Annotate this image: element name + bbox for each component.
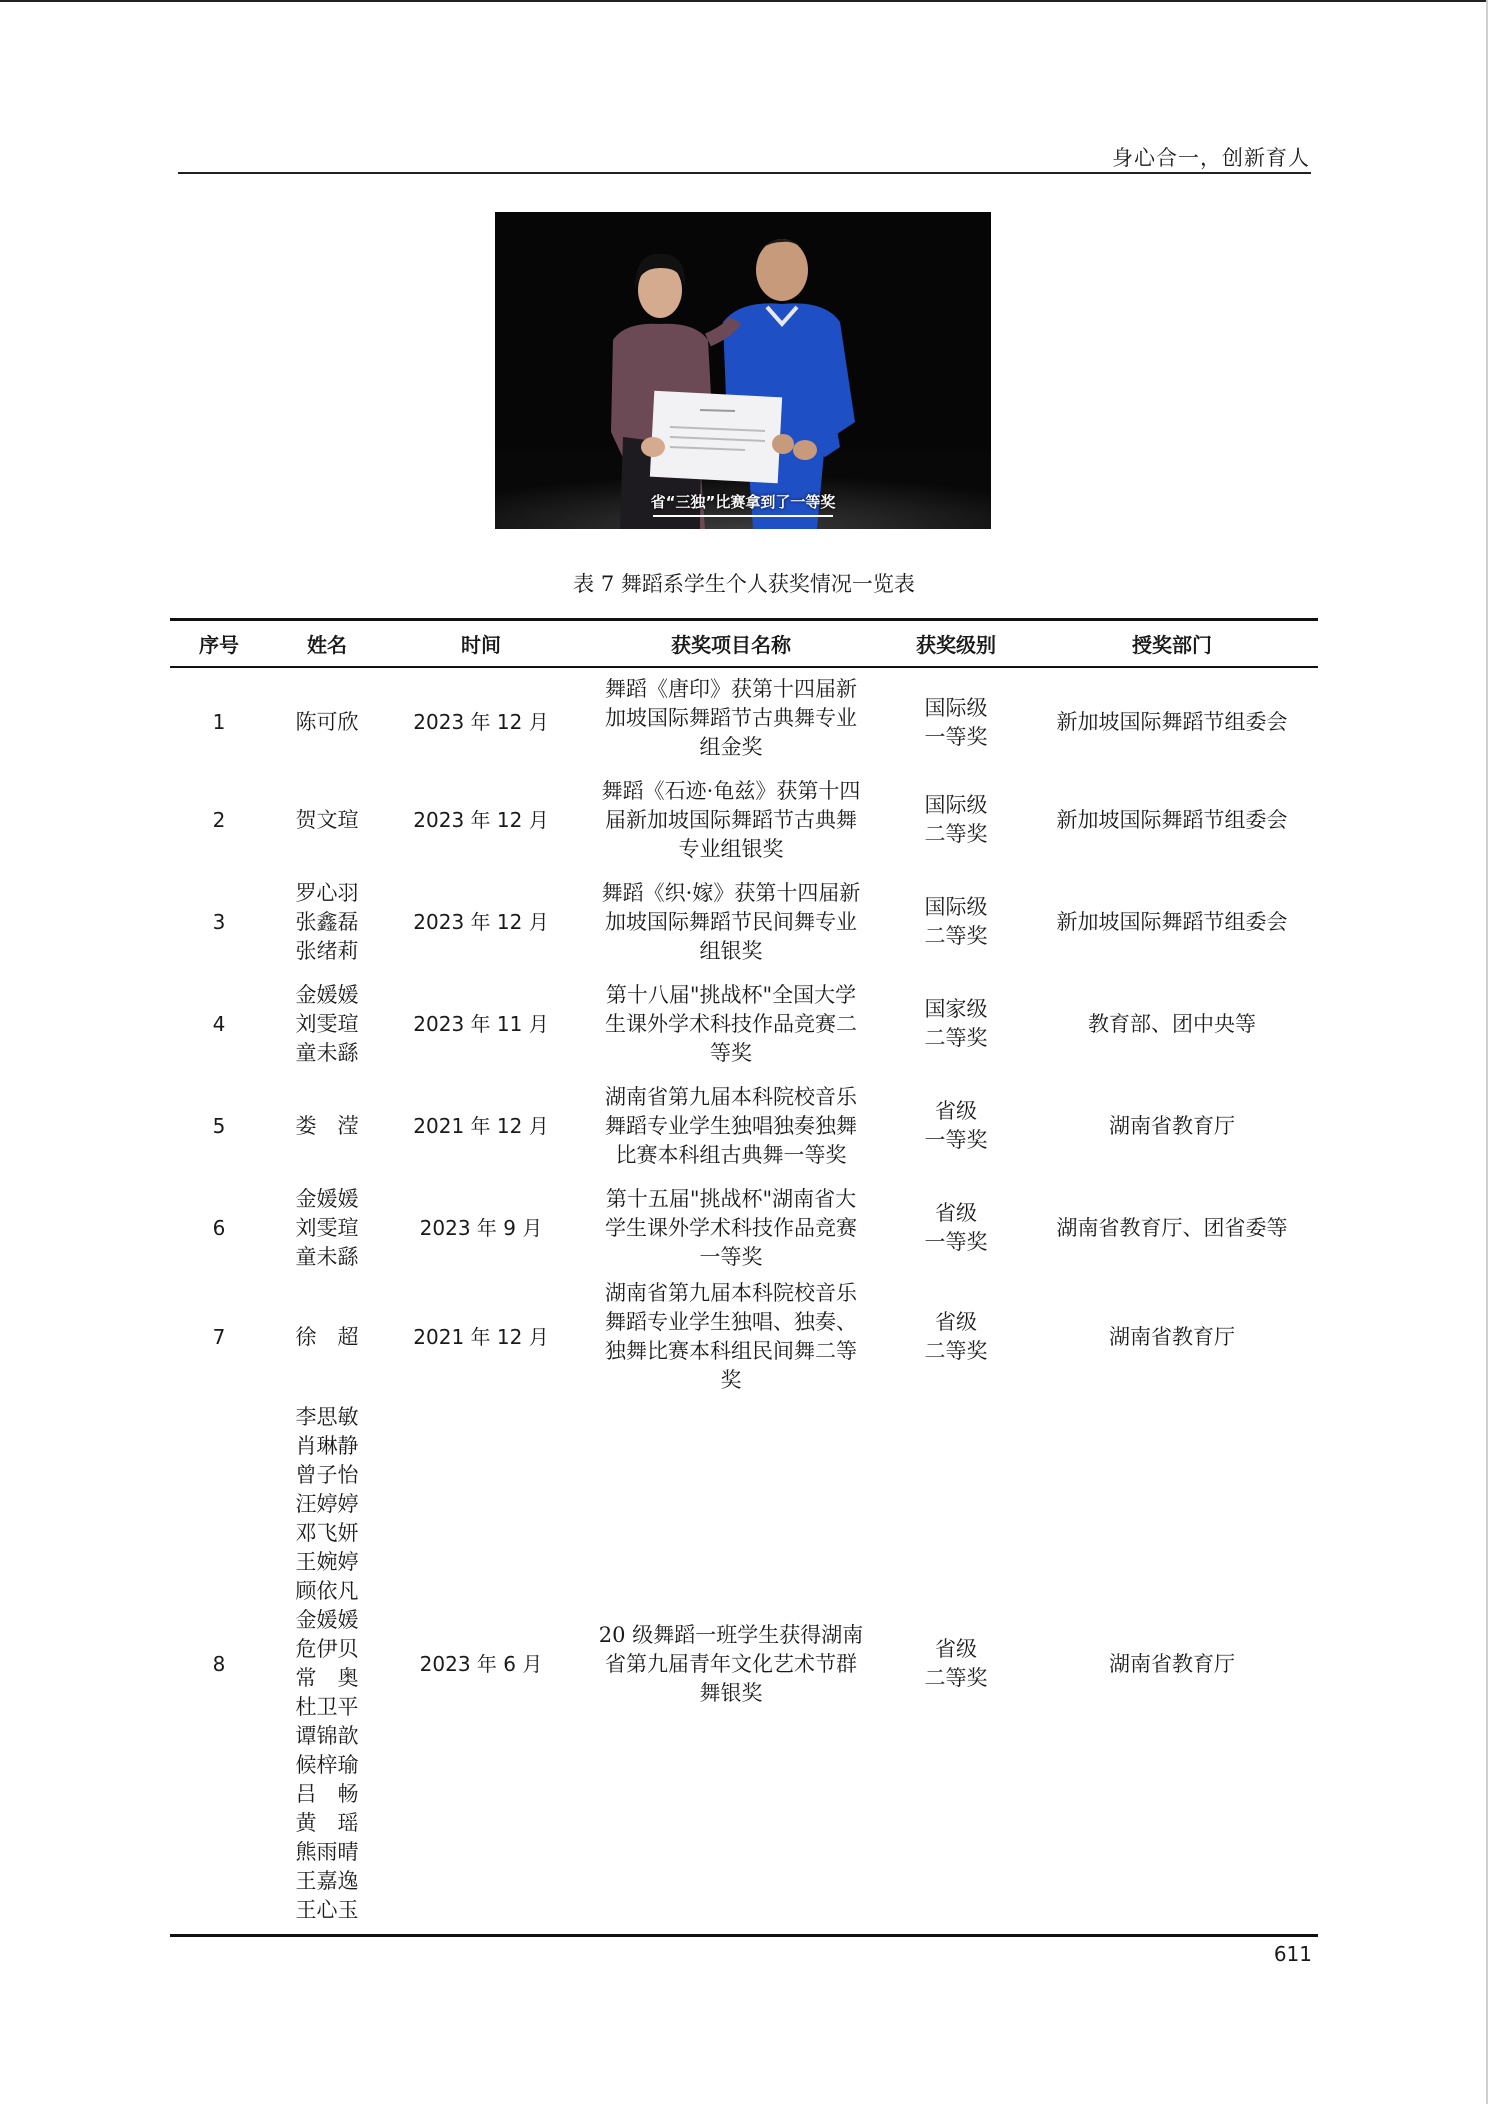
- cell-time: 2023 年 11 月: [413, 1011, 549, 1036]
- photo-overlay-text: 省“三独”比赛拿到了一等奖: [650, 493, 836, 511]
- cell-time: 2023 年 12 月: [413, 710, 549, 734]
- cell-names: [268, 1075, 386, 1177]
- student-name: 邓飞妍: [295, 1521, 359, 1546]
- cell-level: [886, 871, 1026, 973]
- table-header: [170, 620, 1318, 668]
- award-level: 国际级: [924, 895, 988, 919]
- column-header-level: 获奖级别: [886, 620, 1026, 668]
- cell-project: 20 级舞蹈一班学生获得湖南省第九届青年文化艺术节群舞银奖: [576, 1395, 886, 1935]
- student-name: 金媛媛: [295, 982, 359, 1007]
- cell-department: 新加坡国际舞蹈节组委会: [1056, 710, 1288, 734]
- cell-number: 5: [212, 1113, 226, 1138]
- student-name: 金媛媛: [295, 1186, 359, 1211]
- award-level: 省级: [935, 1099, 977, 1123]
- cell-names: [268, 871, 386, 973]
- cell-level: [886, 1075, 1026, 1177]
- award-grade: 一等奖: [924, 1128, 988, 1152]
- student-name: 王嘉逸: [295, 1869, 359, 1894]
- student-name: 王心玉: [295, 1898, 359, 1923]
- cell-department: 湖南省教育厅: [1109, 1113, 1235, 1138]
- student-name: 罗心羽: [295, 880, 359, 905]
- table-row: [170, 1177, 1318, 1279]
- student-name: 娄 滢: [295, 1113, 359, 1138]
- table-row: [170, 1075, 1318, 1177]
- cell-level: [886, 1177, 1026, 1279]
- student-name: 张鑫磊: [295, 909, 359, 934]
- cell-department: 湖南省教育厅、团省委等: [1056, 1215, 1288, 1240]
- student-name: 顾依凡: [295, 1579, 359, 1604]
- student-name: 童未繇: [295, 1244, 359, 1269]
- student-name: 童未繇: [295, 1040, 359, 1065]
- student-name: 黄 瑶: [295, 1811, 359, 1836]
- cell-department: 湖南省教育厅: [1109, 1324, 1235, 1349]
- student-name: 贺文瑄: [295, 807, 359, 832]
- page-number: 611: [1273, 1942, 1312, 1966]
- student-name: 王婉婷: [295, 1550, 359, 1575]
- table-row: [170, 769, 1318, 871]
- award-level: 省级: [935, 1310, 977, 1334]
- student-name: 肖琳静: [295, 1434, 359, 1459]
- cell-level: [886, 1395, 1026, 1935]
- award-grade: 二等奖: [924, 924, 988, 948]
- cell-project: 第十五届"挑战杯"湖南省大学生课外学术科技作品竞赛一等奖: [605, 1186, 857, 1269]
- cell-time: 2021 年 12 月: [413, 1324, 549, 1349]
- cell-level: [886, 973, 1026, 1075]
- award-level: 省级: [935, 1201, 977, 1225]
- table-row: [170, 1395, 1318, 1935]
- table-row: [170, 667, 1318, 769]
- cell-number: 2: [212, 807, 226, 832]
- award-grade: 二等奖: [924, 1026, 988, 1050]
- cell-number: 8: [170, 1395, 268, 1935]
- cell-department: 新加坡国际舞蹈节组委会: [1056, 807, 1288, 832]
- cell-project: 第十八届"挑战杯"全国大学生课外学术科技作品竞赛二等奖: [605, 982, 857, 1065]
- award-grade: 一等奖: [924, 724, 988, 749]
- award-level: 省级: [935, 1637, 977, 1662]
- student-name: 徐 超: [295, 1324, 359, 1349]
- header-rule: [178, 172, 1311, 174]
- photo-overlay-underline: [653, 515, 833, 517]
- cell-level: [886, 667, 1026, 769]
- cell-names: [268, 1395, 386, 1935]
- student-name: 汪婷婷: [295, 1492, 359, 1517]
- table-row: [170, 1279, 1318, 1395]
- cell-names: [268, 973, 386, 1075]
- cell-names: [268, 667, 386, 769]
- cell-level: [886, 769, 1026, 871]
- award-level: 国家级: [924, 997, 988, 1021]
- student-name: 曾子怡: [295, 1463, 359, 1488]
- cell-department: 教育部、团中央等: [1088, 1011, 1256, 1036]
- award-level: 国际级: [924, 793, 988, 817]
- cell-project: 湖南省第九届本科院校音乐舞蹈专业学生独唱独奏独舞比赛本科组古典舞一等奖: [605, 1084, 857, 1167]
- cell-time: 2023 年 12 月: [413, 807, 549, 832]
- award-grade: 一等奖: [924, 1230, 988, 1254]
- photo-illustration: [495, 212, 991, 529]
- cell-number: 1: [212, 710, 226, 734]
- cell-number: 7: [212, 1324, 226, 1349]
- header-row: [170, 620, 1318, 668]
- award-grade: 二等奖: [924, 822, 988, 846]
- student-name: 候梓瑜: [295, 1753, 359, 1778]
- cell-project: 舞蹈《石迹·龟兹》获第十四届新加坡国际舞蹈节古典舞专业组银奖: [601, 778, 861, 861]
- cell-department: 湖南省教育厅: [1026, 1395, 1318, 1935]
- column-header-number: 序号: [170, 620, 268, 668]
- column-header-department: 授奖部门: [1026, 620, 1318, 668]
- student-name: 常 奥: [295, 1666, 359, 1691]
- cell-names: [268, 1177, 386, 1279]
- student-name: 危伊贝: [295, 1637, 359, 1662]
- cell-number: 6: [212, 1215, 226, 1240]
- student-name: 李思敏: [295, 1405, 359, 1430]
- cell-names: [268, 769, 386, 871]
- cell-names: [268, 1279, 386, 1395]
- student-name: 熊雨晴: [295, 1840, 359, 1865]
- student-name: 杜卫平: [295, 1695, 359, 1720]
- table-row: [170, 871, 1318, 973]
- cell-project: 舞蹈《唐印》获第十四届新加坡国际舞蹈节古典舞专业组金奖: [605, 677, 857, 759]
- table-caption: 表 7 舞蹈系学生个人获奖情况一览表: [573, 572, 915, 596]
- cell-level: [886, 1279, 1026, 1395]
- cell-department: 新加坡国际舞蹈节组委会: [1056, 909, 1288, 934]
- cell-number: 4: [212, 1011, 226, 1036]
- student-name: 谭锦歆: [295, 1724, 359, 1749]
- student-name: 刘雯瑄: [295, 1215, 359, 1240]
- cell-time: 2023 年 12 月: [413, 909, 549, 934]
- student-name: 金媛媛: [295, 1608, 359, 1633]
- cell-time: 2023 年 6 月: [386, 1395, 576, 1935]
- table-row: [170, 973, 1318, 1075]
- column-header-project: 获奖项目名称: [576, 620, 886, 668]
- award-grade: 二等奖: [924, 1666, 988, 1691]
- table-body: [170, 667, 1318, 1935]
- cell-time: 2023 年 9 月: [419, 1215, 543, 1240]
- cell-project: 舞蹈《织·嫁》获第十四届新加坡国际舞蹈节民间舞专业组银奖: [601, 880, 861, 963]
- column-header-name: 姓名: [268, 620, 386, 668]
- student-name: 陈可欣: [295, 710, 359, 734]
- cell-number: 3: [212, 909, 226, 934]
- student-name: 刘雯瑄: [295, 1011, 359, 1036]
- cell-time: 2021 年 12 月: [413, 1113, 549, 1138]
- award-level: 国际级: [924, 695, 988, 720]
- page-top-border: [0, 0, 1488, 2]
- running-header: 身心合一，创新育人: [1112, 146, 1310, 170]
- award-photo: [495, 212, 991, 529]
- student-name: 张绪莉: [295, 938, 359, 963]
- column-header-time: 时间: [386, 620, 576, 668]
- student-name: 吕 畅: [295, 1782, 359, 1807]
- cell-project: 湖南省第九届本科院校音乐舞蹈专业学生独唱、独奏、独舞比赛本科组民间舞二等奖: [605, 1281, 857, 1392]
- award-grade: 二等奖: [924, 1339, 988, 1363]
- photo-overlay-caption: [495, 491, 991, 517]
- awards-table: [170, 618, 1318, 1937]
